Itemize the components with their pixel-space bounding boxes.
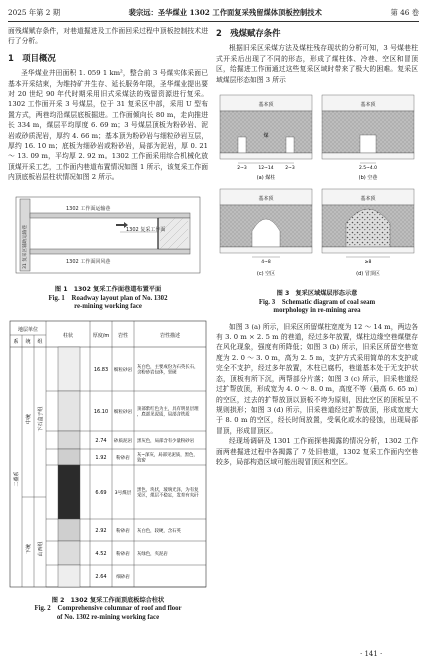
running-title: 裴宗远：圣华煤业 1302 工作面复采残留煤体顶板控制技术 bbox=[128, 8, 322, 17]
stratum-description: 黑灰色，局部含有少量粉砂岩 bbox=[137, 439, 195, 445]
stratum-rock: 细粒砂岩 bbox=[113, 410, 133, 416]
stratum-rock: 3号煤层 bbox=[114, 491, 132, 497]
section-2-heading: 2 残煤赋存条件 bbox=[216, 28, 281, 38]
sub-b-label: (b) 空巷 bbox=[358, 175, 378, 182]
fig1-label-area: 31 复采区辅助运输巷 bbox=[23, 224, 28, 269]
stratum-column-fill bbox=[58, 347, 80, 391]
stratum-column-fill bbox=[58, 519, 80, 541]
stratum-description: 黑色，块状，玻璃光泽，为有复 bbox=[137, 488, 199, 494]
stratum-description: ，底部见泥质，局部含铁质 bbox=[137, 412, 190, 418]
stratum-column-fill bbox=[58, 431, 80, 449]
sub-a-label: (a) 煤柱 bbox=[256, 175, 276, 182]
intro-paragraph: 面残煤赋存条件，对巷道掘进及工作面回采过程中顶板控制技术进行了分析。 bbox=[8, 27, 208, 46]
stratum-rock: 粉砂岩 bbox=[116, 456, 130, 462]
figure-1-caption: 图 1 1302 复采工作面巷道布置平面 Fig. 1 Roadway layout plan of No. 1302 re-mining working face bbox=[48, 286, 168, 310]
stratum-description: 致密 bbox=[137, 458, 146, 464]
stratum-thickness: 2.92 bbox=[95, 528, 107, 535]
coal-label: 煤 bbox=[263, 133, 269, 140]
stratum-description: 灰白色，较硬，含石英 bbox=[137, 529, 181, 535]
stratum-row bbox=[46, 519, 206, 541]
stratum-description: 灰绿色，夹泥岩 bbox=[137, 552, 168, 558]
stratum-row bbox=[46, 431, 206, 449]
stratum-thickness: 4.52 bbox=[95, 551, 107, 558]
fig2-head-thick: 厚度/m bbox=[92, 333, 110, 340]
subfigure-a-coal-pillar bbox=[220, 95, 312, 181]
stratum-description: 灰~深灰，局部见泥质，黑色， bbox=[137, 453, 198, 459]
stratum-row bbox=[46, 449, 206, 465]
dim-a-mid: 12~14 bbox=[258, 166, 274, 172]
fig2-head-sys: 系 bbox=[13, 339, 19, 346]
working-face-area bbox=[158, 218, 190, 249]
dim-b-width: 2.5~4.0 bbox=[358, 166, 378, 172]
sub-c-label: (c) 空区 bbox=[256, 271, 276, 278]
fig2-series-2: 下统 bbox=[26, 544, 32, 555]
roof-label: 基本顶 bbox=[360, 102, 376, 109]
dim-c-width: 4~8 bbox=[261, 260, 271, 266]
stratum-thickness: 1.92 bbox=[95, 455, 107, 462]
figure-1-layout-plan bbox=[8, 191, 208, 279]
stratum-description: 顶部紫红色为主，具有明显层理 bbox=[137, 407, 199, 413]
section-1-heading: 1 项目概况 bbox=[8, 52, 56, 63]
subfigure-c-void-area bbox=[220, 189, 312, 277]
subfigure-b-empty-roadway bbox=[322, 95, 414, 181]
fig2-head-column: 柱状 bbox=[62, 333, 74, 340]
stratum-thickness: 16.10 bbox=[93, 409, 109, 416]
stratum-rock: 粉砂岩 bbox=[116, 529, 130, 535]
figure-3-caption: 图 3 复采区域煤层形态示意 Fig. 3 Schematic diagram of coal seam morphology in re-mining area bbox=[258, 290, 376, 315]
dim-d-width: ≥8 bbox=[364, 260, 372, 266]
roof-label: 基本顶 bbox=[258, 102, 274, 109]
paragraph-field-survey: 经现场调研及 1301 工作面探巷揭露的情况分析，1302 工作面两巷掘进过程中各揭露了 7 处旧巷道，1302 复采工作面内空巷较多，局部构造区域可能出现冒顶区和空区。 bbox=[216, 437, 418, 466]
stratum-thickness: 2.64 bbox=[95, 574, 107, 581]
stratum-thickness: 2.74 bbox=[95, 438, 107, 445]
fig2-head-group: 组 bbox=[37, 339, 43, 346]
figure-2-columnar bbox=[8, 319, 208, 589]
fig2-head-rock: 岩性 bbox=[117, 333, 129, 340]
fig2-group-2: 山西组 bbox=[38, 541, 44, 557]
stratum-description: 灰白色，主要成份为石英长石， bbox=[137, 365, 199, 371]
roof-label: 基本顶 bbox=[360, 196, 376, 203]
running-header bbox=[8, 6, 419, 20]
volume-label: 第 46 卷 bbox=[390, 8, 419, 17]
stratum-column-fill bbox=[58, 565, 80, 587]
stratum-row bbox=[46, 391, 206, 431]
stratum-row bbox=[46, 465, 206, 519]
fig1-label-tunnel: 1302 工作面运输巷 bbox=[66, 205, 111, 212]
subfigure-d-roof-fall bbox=[322, 189, 414, 277]
left-column bbox=[8, 26, 208, 622]
fig2-head-desc: 岩性描述 bbox=[159, 333, 181, 340]
dim-a-right: 2~3 bbox=[285, 166, 295, 172]
stratum-column-fill bbox=[58, 541, 80, 565]
roof-label: 基本顶 bbox=[258, 196, 274, 203]
fig1-label-wind: 1302 工作面回风巷 bbox=[66, 258, 111, 265]
fig2-head-strata: 地层单位 bbox=[17, 327, 39, 334]
fig2-system: 二叠系 bbox=[14, 471, 20, 487]
section-2-paragraph: 根据旧采区采煤方法及煤柱残存现状的分析可知，3 号煤巷柱式开采后出现了不同的形态，形成了煤柱体、冷巷、空区和冒顶区，给掘进工作面通过这些复采区域时带来了极大的困难。复采区域煤层形态如图 3 所示 bbox=[216, 44, 418, 84]
stratum-thickness: 16.83 bbox=[93, 367, 109, 374]
figure-3-coal-morphology bbox=[216, 91, 418, 283]
stratum-rock: 细砂岩 bbox=[116, 575, 130, 581]
stratum-rock: 粉砂岩 bbox=[116, 552, 130, 558]
header-rule bbox=[8, 21, 419, 22]
fig2-head-series: 统 bbox=[25, 339, 31, 346]
fig2-series-1: 中统 bbox=[26, 414, 32, 425]
stratum-rock: 砂质泥岩 bbox=[113, 439, 133, 445]
stratum-row bbox=[46, 347, 206, 391]
right-column bbox=[216, 26, 418, 467]
section-1-paragraph: 圣华煤业井田面积 1. 059 1 km²，整合前 3 号煤实体采面已基本开采结束，为维持矿井生存、延长服务年限，圣华煤业提出要对 20 世纪 90 年代时期采用旧式采煤法的残留资源进行复采。1302 工作面开采 3 号煤层，位于 31 复采区中部，采用 U 型布置方式，两巷均沿煤层底板掘进。工作面倾向长 80 m，走向推进长 334 m，煤层平均厚度 6. 69 m；3 号煤层顶板为粉砂岩、泥岩或砂质泥岩，厚约 4. 66 m；基本顶为粉砂岩与细粒砂岩互层，厚约 16. 10 m；底板为细砂岩或粉砂岩，局部为泥岩，厚 0. 21 ～ 13. 09 m，平均厚 2. 92 m。1302 工作面采用综合机械化放顶煤开采工艺，工作面内巷道布置情况如图 1 所示，该复采工作面内顶底板岩层柱状情况如图 2 所示。 bbox=[8, 69, 208, 182]
fig2-group-1: 下石盒子组 bbox=[38, 406, 44, 432]
stratum-row bbox=[46, 565, 206, 587]
stratum-column-fill bbox=[58, 449, 80, 465]
fig1-label-face: 1302 复采工作面 bbox=[126, 226, 166, 233]
stratum-column-fill bbox=[58, 465, 80, 519]
paragraph-fig3-explanation: 如图 3 (a) 所示，旧采区所留煤柱宽度为 12 ～ 14 m，两边各有 3. 0 m × 2. 5 m 的巷道，经过多年放置，煤柱边缘空巷煤壁存在风化现象，强度有所降低；如图 3 (b) 所示，旧采区所留空巷宽度为 2. 0 ～ 3. 0 m，高为 2. 5 m，支护方式采用简单的木支护或完全不支护，经过多年放置，木柱已腐朽，巷道基本处于无支护状态，顶板有所下沉，两帮部分片落；如图 3 (c) 所示，旧采巷道经过扩帮放顶，形成宽为 4. 0 ～ 8. 0 m，高度不等（最高 6. 65 m）的空区，过去的扩帮放顶以顶板不垮为原则，因此空区的顶板呈不规则拱形；如图 3 (d) 所示，旧采巷道经过扩帮放顶，形成宽度大于 8. 0 m 的空区，经长时间放置，受氧化或水的侵蚀，出现局部冒顶，形成冒顶区。 bbox=[216, 322, 418, 435]
stratum-row bbox=[46, 541, 206, 565]
stratum-description: 含粉砂岩包体，坚硬 bbox=[137, 370, 177, 376]
stratum-thickness: 6.69 bbox=[95, 490, 107, 497]
stratum-description: 采区，煤层不稳定，发育有夹矸 bbox=[137, 493, 199, 499]
stratum-rock: 细粒砂岩 bbox=[113, 368, 133, 374]
sub-d-label: (d) 冒顶区 bbox=[356, 271, 380, 278]
stratum-column-fill bbox=[58, 391, 80, 431]
issue-label: 2025 年第 2 期 bbox=[8, 8, 61, 17]
figure-2-caption: 图 2 1302 复采工作面顶底板综合柱状 Fig. 2 Comprehensive columnar of roof and floor of No. 1302 re-mining working face bbox=[34, 596, 182, 621]
page-number: · 141 · bbox=[360, 650, 383, 658]
dim-a-left: 2~3 bbox=[237, 166, 247, 172]
